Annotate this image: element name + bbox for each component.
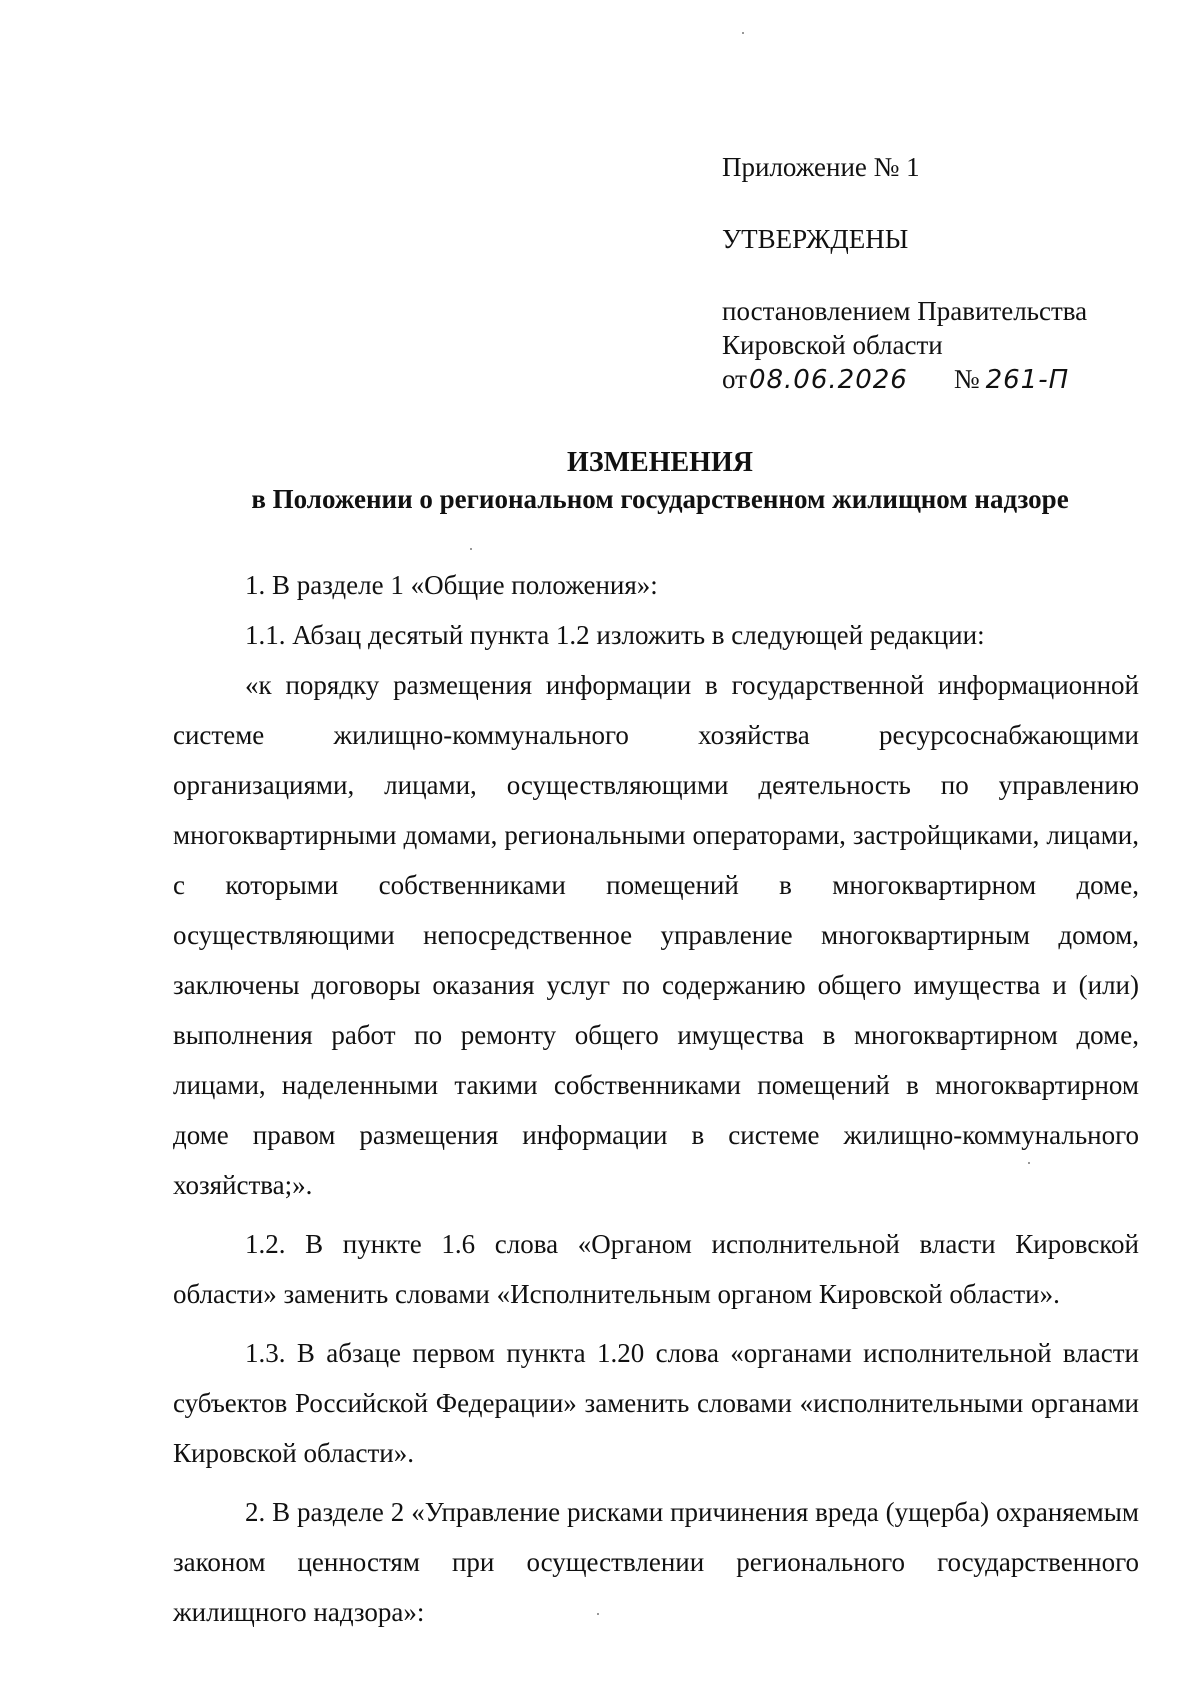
approved-label: УТВЕРЖДЕНЫ <box>722 224 909 254</box>
approval-line-1: постановлением Правительства <box>722 296 1088 326</box>
appendix-label: Приложение № 1 <box>722 152 920 182</box>
scan-speck <box>597 1613 599 1615</box>
scan-speck <box>470 548 472 550</box>
handwritten-number: 261-П <box>985 365 1070 395</box>
paragraph: 1.2. В пункте 1.6 слова «Органом исполнительной власти Кировской области» заменить словами «Исполнительным органом Кировской области». <box>173 1229 1139 1309</box>
date-prefix: от <box>722 364 747 394</box>
paragraph: 2. В разделе 2 «Управление рисками причинения вреда (ущерба) охраняемым законом ценностям при осуществлении регионального государственного жилищного надзора»: <box>173 1497 1139 1627</box>
document-subtitle: в Положении о региональном государственном жилищном надзоре <box>251 484 1069 514</box>
paragraph: 1. В разделе 1 «Общие положения»: <box>245 570 658 600</box>
number-sign: № <box>953 364 980 394</box>
handwritten-date: 08.06.2026 <box>748 365 908 395</box>
approval-date-line <box>722 362 1162 397</box>
approval-line-2: Кировской области <box>722 330 943 360</box>
approval-block <box>722 150 1162 397</box>
document-body <box>173 560 1139 1637</box>
paragraph: «к порядку размещения информации в государственной информационной системе жилищно-коммунального хозяйства ресурсоснабжающими организациями, лицами, осуществляющими деятельность по управлению многоквартирными домами, региональными операторами, застройщиками, лицами, с которыми собственниками помещений в многоквартирном доме, осуществляющими непосредственное управление многоквартирным домом, заключены договоры оказания услуг по содержанию общего имущества и (или) выполнения работ по ремонту общего имущества в многоквартирном доме, лицами, наделенными такими собственниками помещений в многоквартирном доме правом размещения информации в системе жилищно-коммунального хозяйства;». <box>173 670 1139 1200</box>
scan-speck <box>1028 1162 1030 1164</box>
scan-speck <box>742 32 744 34</box>
paragraph: 1.3. В абзаце первом пункта 1.20 слова «органами исполнительной власти субъектов Российской Федерации» заменить словами «исполнительными органами Кировской области». <box>173 1338 1139 1468</box>
document-title: ИЗМЕНЕНИЯ <box>567 447 753 478</box>
paragraph: 1.1. Абзац десятый пункта 1.2 изложить в следующей редакции: <box>245 620 985 650</box>
